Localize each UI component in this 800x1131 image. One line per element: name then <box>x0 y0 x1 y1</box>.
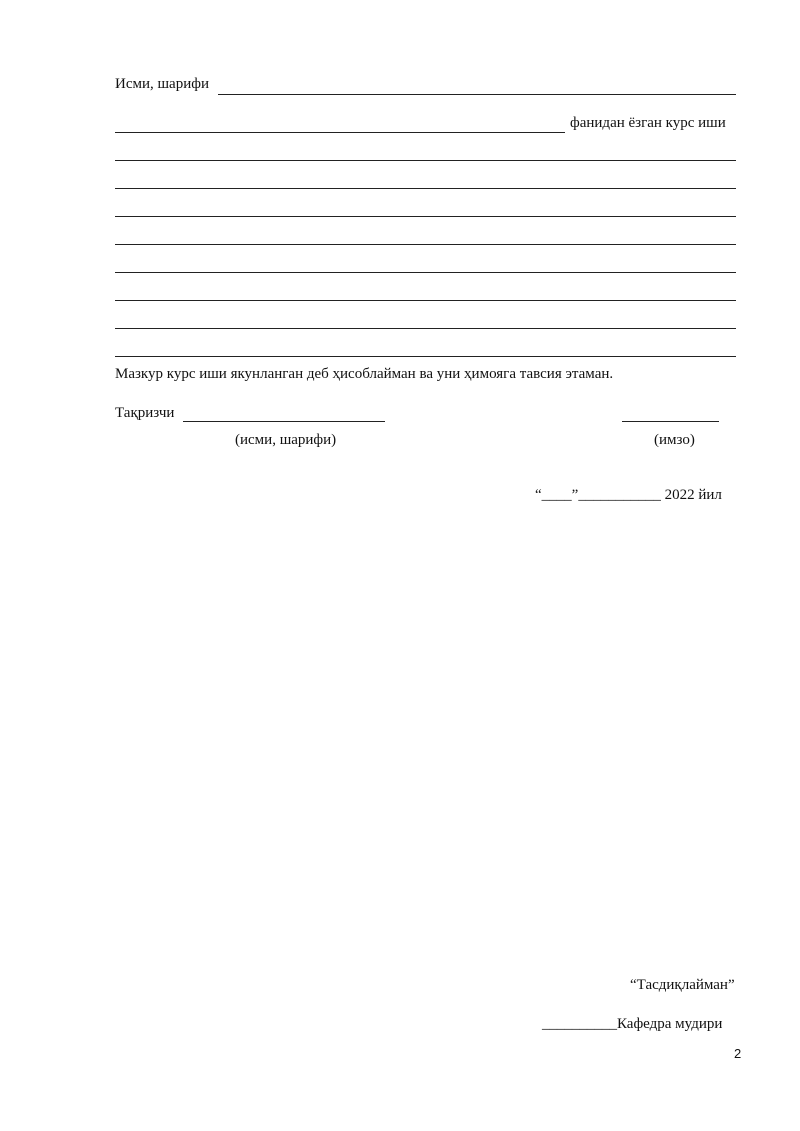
blank-line <box>115 188 736 189</box>
head-of-department: __________Кафедра мудири <box>542 1016 723 1032</box>
page-number: 2 <box>734 1046 742 1061</box>
signature-line <box>622 421 719 422</box>
recommendation-statement: Мазкур курс иши якунланган деб ҳисоблайман ва уни ҳимояга тавсия этаман. <box>115 366 614 382</box>
blank-line <box>115 356 736 357</box>
approval-text: “Тасдиқлайман” <box>630 977 735 993</box>
blank-line <box>115 328 736 329</box>
blank-line <box>115 160 736 161</box>
name-caption: (исми, шарифи) <box>235 432 337 448</box>
name-label: Исми, шарифи <box>115 76 209 92</box>
blank-line <box>115 244 736 245</box>
blank-line <box>115 272 736 273</box>
subject-fill-line <box>115 132 565 133</box>
course-work-label: фанидан ёзган курс иши <box>570 115 726 131</box>
signature-caption: (имзо) <box>654 432 695 448</box>
name-fill-line <box>218 94 736 95</box>
date-line: “____”___________ 2022 йил <box>535 487 722 503</box>
reviewer-label: Тақризчи <box>115 405 175 421</box>
blank-line <box>115 216 736 217</box>
blank-line <box>115 300 736 301</box>
reviewer-name-line <box>183 421 385 422</box>
